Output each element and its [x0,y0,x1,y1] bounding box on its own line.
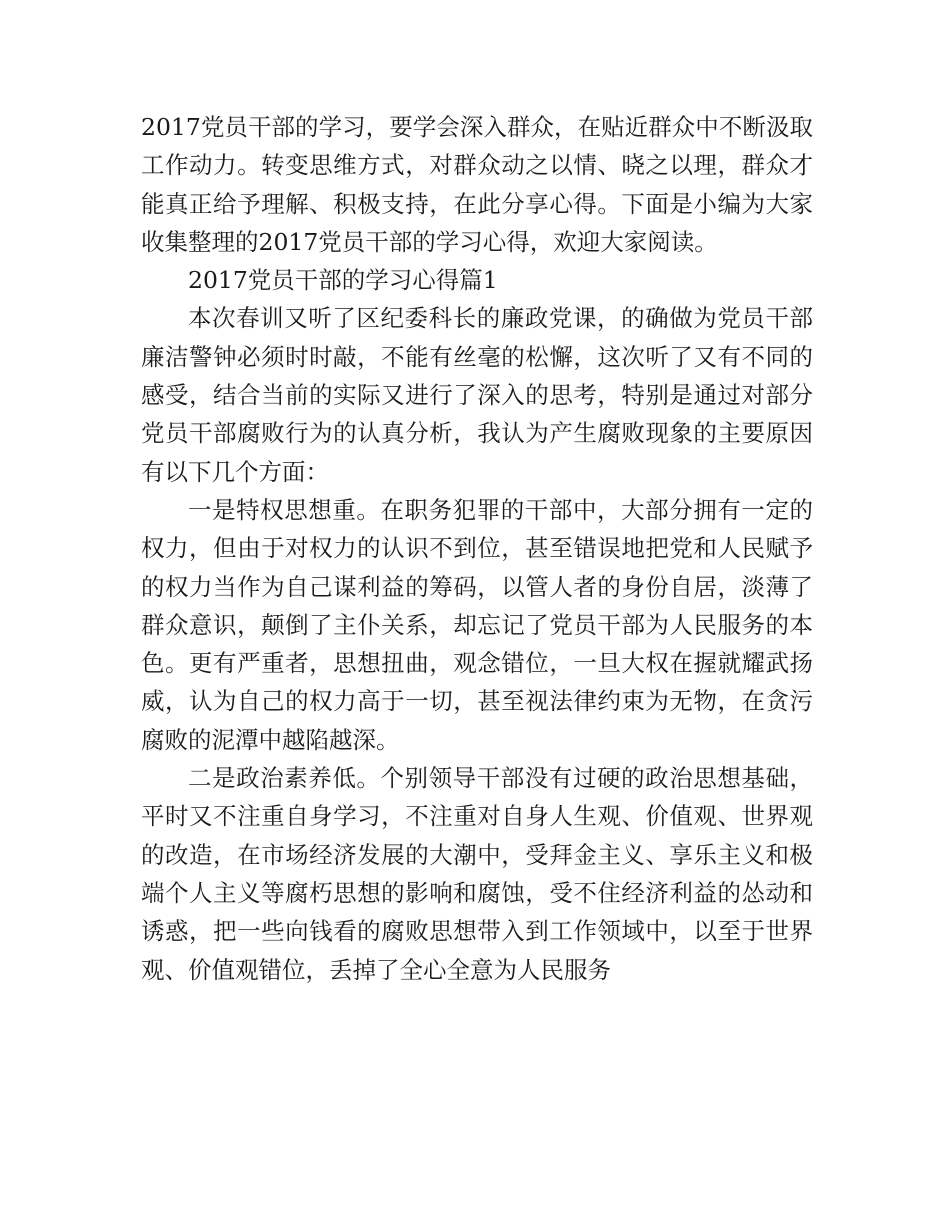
body-paragraph-1: 本次春训又听了区纪委科长的廉政党课，的确做为党员干部廉洁警钟必须时时敲，不能有丝毫的松懈，这次听了又有不同的感受，结合当前的实际又进行了深入的思考，特别是通过对部分党员干部腐败行为的认真分析，我认为产生腐败现象的主要原因有以下几个方面： [141,304,813,486]
body-paragraph-2: 一是特权思想重。在职务犯罪的干部中，大部分拥有一定的权力，但由于对权力的认识不到位，甚至错误地把党和人民赋予的权力当作为自己谋利益的筹码，以管人者的身份自居，淡薄了群众意识，颠倒了主仆关系，却忘记了党员干部为人民服务的本色。更有严重者，思想扭曲，观念错位，一旦大权在握就耀武扬威，认为自己的权力高于一切，甚至视法律约束为无物，在贪污腐败的泥潭中越陷越深。 [141,495,813,754]
document-page [141,108,813,989]
section-title: 2017党员干部的学习心得篇1 [188,266,498,295]
body-paragraph-3: 二是政治素养低。个别领导干部没有过硬的政治思想基础，平时又不注重自身学习，不注重对自身人生观、价值观、世界观的改造，在市场经济发展的大潮中，受拜金主义、享乐主义和极端个人主义等腐朽思想的影响和腐蚀，受不住经济利益的怂动和诱惑，把一些向钱看的腐败思想带入到工作领域中，以至于世界观、价值观错位，丢掉了全心全意为人民服务 [141,764,813,984]
intro-paragraph: 2017党员干部的学习，要学会深入群众，在贴近群众中不断汲取工作动力。转变思维方式，对群众动之以情、晓之以理，群众才能真正给予理解、积极支持，在此分享心得。下面是小编为大家收集整理的2017党员干部的学习心得，欢迎大家阅读。 [141,113,813,256]
